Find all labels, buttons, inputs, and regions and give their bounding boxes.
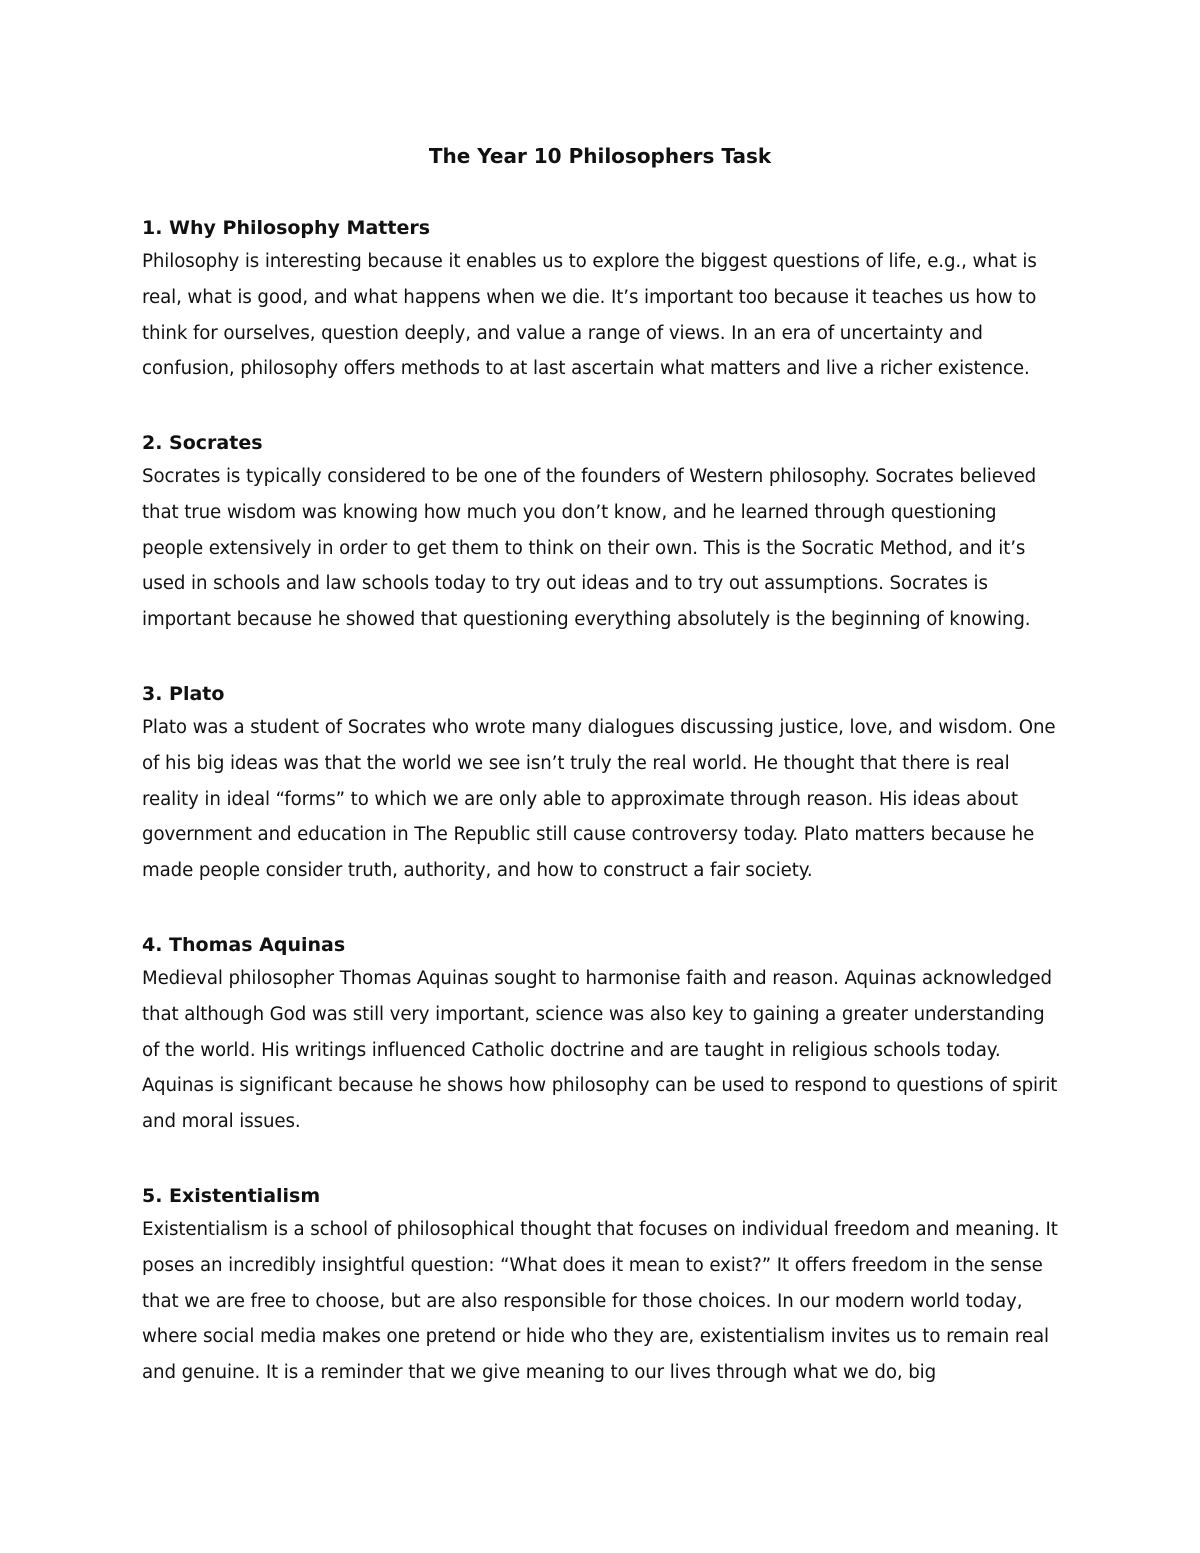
section-paragraph: Medieval philosopher Thomas Aquinas sought to harmonise faith and reason. Aquinas acknowledged that although God was still very important, science was also key to gaining a greater understanding of the world. His writings influenced Catholic doctrine and are taught in religious schools today. Aquinas is significant because he shows how philosophy can be used to respond to questions of spirit and moral issues.: [142, 968, 1058, 1133]
section-existentialism: [142, 1180, 1062, 1391]
document-title: The Year 10 Philosophers Task: [428, 144, 772, 168]
section-paragraph: Philosophy is interesting because it enables us to explore the biggest questions of life, e.g., what is real, what is good, and what happens when we die. It’s important too because it teaches us how to think for ourselves, question deeply, and value a range of views. In an era of uncertainty and confusion, philosophy offers methods to at last ascertain what matters and live a richer existence.: [142, 251, 1037, 380]
section-socrates: [142, 427, 1062, 638]
section-heading: 1. Why Philosophy Matters: [142, 217, 431, 239]
section-heading: 5. Existentialism: [142, 1185, 321, 1207]
section-heading: 4. Thomas Aquinas: [142, 934, 346, 956]
section-why-philosophy-matters: [142, 212, 1062, 387]
section-paragraph: Socrates is typically considered to be one of the founders of Western philosophy. Socrates believed that true wisdom was knowing how much you don’t know, and he learned through questioning people extensively in order to get them to think on their own. This is the Socratic Method, and it’s used in schools and law schools today to try out ideas and to try out assumptions. Socrates is important because he showed that questioning everything absolutely is the beginning of knowing.: [142, 466, 1037, 631]
section-paragraph: Existentialism is a school of philosophical thought that focuses on individual freedom and meaning. It poses an incredibly insightful question: “What does it mean to exist?” It offers freedom in the sense that we are free to choose, but are also responsible for those choices. In our modern world today, where social media makes one pretend or hide who they are, existentialism invites us to remain real and genuine. It is a reminder that we give meaning to our lives through what we do, big: [142, 1219, 1058, 1384]
section-paragraph: Plato was a student of Socrates who wrote many dialogues discussing justice, love, and wisdom. One of his big ideas was that the world we see isn’t truly the real world. He thought that there is real reality in ideal “forms” to which we are only able to approximate through reason. His ideas about government and education in The Republic still cause controversy today. Plato matters because he made people consider truth, authority, and how to construct a fair society.: [142, 717, 1056, 882]
section-heading: 3. Plato: [142, 683, 225, 705]
section-plato: [142, 678, 1062, 889]
section-thomas-aquinas: [142, 929, 1062, 1140]
section-heading: 2. Socrates: [142, 432, 263, 454]
